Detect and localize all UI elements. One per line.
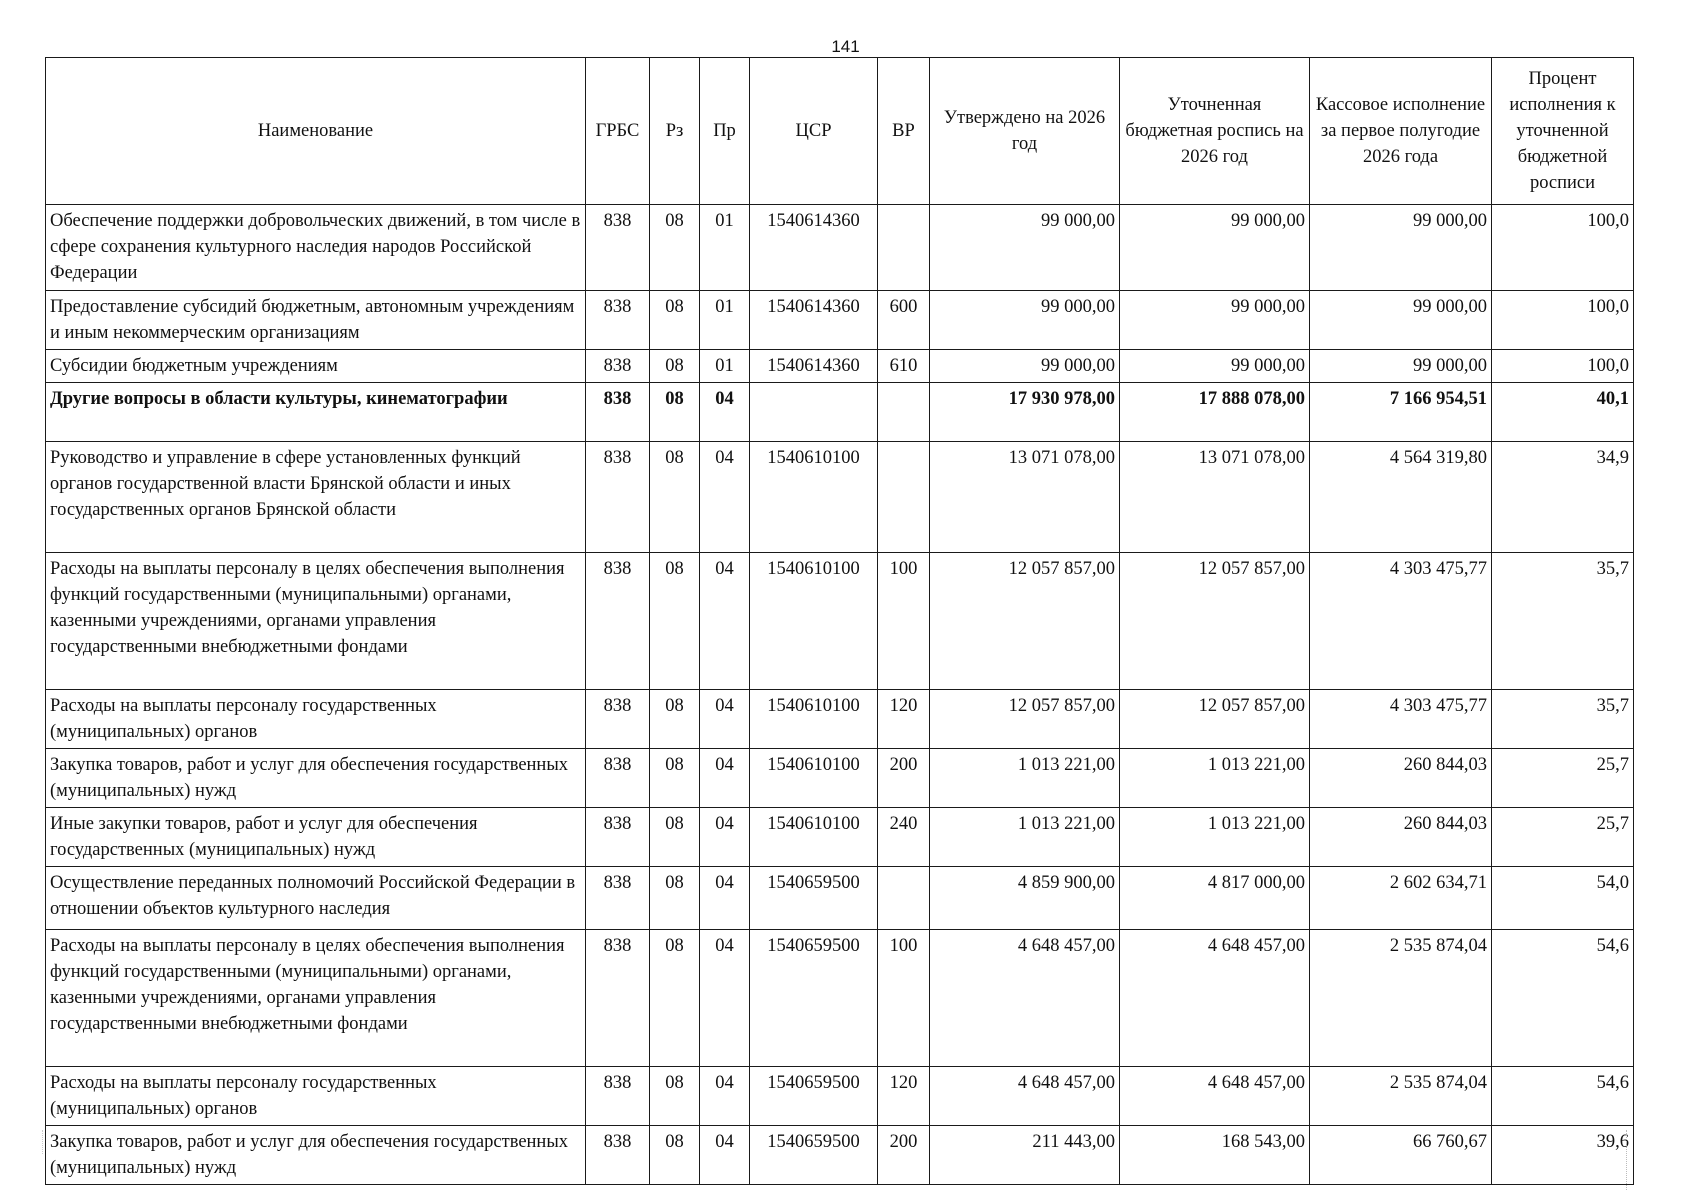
cell-grbs: 838 [586,808,650,867]
cell-percent: 35,7 [1492,553,1634,690]
cell-rz: 08 [650,867,700,930]
table-row [46,205,1634,291]
scan-speck [42,1130,45,1154]
cell-name: Закупка товаров, работ и услуг для обеспечения государственных (муниципальных) нужд [46,749,586,808]
cell-refined: 168 543,00 [1120,1126,1310,1185]
cell-approved: 99 000,00 [930,291,1120,350]
cell-csr: 1540659500 [750,1126,878,1185]
cell-refined: 99 000,00 [1120,350,1310,383]
cell-vr [878,205,930,291]
cell-pr: 04 [700,1126,750,1185]
cell-percent: 34,9 [1492,442,1634,553]
cell-percent: 25,7 [1492,749,1634,808]
cell-grbs: 838 [586,291,650,350]
cell-name: Закупка товаров, работ и услуг для обеспечения государственных (муниципальных) нужд [46,1126,586,1185]
cell-cash: 4 564 319,80 [1310,442,1492,553]
cell-vr: 100 [878,553,930,690]
cell-pr: 04 [700,442,750,553]
cell-approved: 99 000,00 [930,205,1120,291]
cell-percent: 54,6 [1492,930,1634,1067]
cell-pr: 04 [700,749,750,808]
cell-cash: 260 844,03 [1310,808,1492,867]
header-name: Наименование [46,58,586,205]
cell-vr [878,867,930,930]
scan-speck [1626,1130,1631,1190]
cell-rz: 08 [650,690,700,749]
cell-percent: 54,6 [1492,1067,1634,1126]
cell-refined: 4 817 000,00 [1120,867,1310,930]
cell-percent: 39,6 [1492,1126,1634,1185]
cell-csr: 1540614360 [750,205,878,291]
cell-name: Руководство и управление в сфере установленных функций органов государственной власти Брянской области и иных государственных органов Брянской области [46,442,586,553]
cell-cash: 260 844,03 [1310,749,1492,808]
cell-vr: 200 [878,749,930,808]
header-rz: Рз [650,58,700,205]
table-row [46,553,1634,690]
cell-percent: 35,7 [1492,690,1634,749]
cell-refined: 12 057 857,00 [1120,690,1310,749]
cell-csr: 1540610100 [750,808,878,867]
cell-cash: 4 303 475,77 [1310,690,1492,749]
cell-pr: 04 [700,690,750,749]
cell-approved: 13 071 078,00 [930,442,1120,553]
cell-grbs: 838 [586,749,650,808]
cell-vr: 600 [878,291,930,350]
cell-refined: 13 071 078,00 [1120,442,1310,553]
cell-vr [878,442,930,553]
cell-grbs: 838 [586,690,650,749]
cell-pr: 04 [700,930,750,1067]
cell-approved: 4 648 457,00 [930,1067,1120,1126]
cell-name: Расходы на выплаты персоналу в целях обеспечения выполнения функций государственными (муниципальными) органами, казенными учреждениями, органами управления государственными внебюджетными фондами [46,553,586,690]
page-number: 141 [831,37,860,56]
cell-rz: 08 [650,1067,700,1126]
cell-approved: 1 013 221,00 [930,808,1120,867]
cell-approved: 4 859 900,00 [930,867,1120,930]
cell-csr: 1540614360 [750,291,878,350]
cell-cash: 7 166 954,51 [1310,383,1492,442]
cell-rz: 08 [650,808,700,867]
cell-name: Расходы на выплаты персоналу государственных (муниципальных) органов [46,1067,586,1126]
cell-name: Расходы на выплаты персоналу государственных (муниципальных) органов [46,690,586,749]
cell-rz: 08 [650,291,700,350]
cell-csr: 1540659500 [750,867,878,930]
cell-name: Субсидии бюджетным учреждениям [46,350,586,383]
cell-vr: 240 [878,808,930,867]
cell-grbs: 838 [586,930,650,1067]
header-refined: Уточненная бюджетная роспись на 2026 год [1120,58,1310,205]
cell-csr: 1540610100 [750,553,878,690]
cell-rz: 08 [650,1126,700,1185]
cell-pr: 01 [700,291,750,350]
table-row [46,350,1634,383]
cell-csr: 1540610100 [750,442,878,553]
cell-cash: 2 602 634,71 [1310,867,1492,930]
cell-rz: 08 [650,749,700,808]
cell-rz: 08 [650,553,700,690]
cell-csr: 1540614360 [750,350,878,383]
cell-cash: 66 760,67 [1310,1126,1492,1185]
table-row [46,690,1634,749]
cell-rz: 08 [650,350,700,383]
cell-approved: 17 930 978,00 [930,383,1120,442]
cell-vr: 120 [878,690,930,749]
table-row [46,808,1634,867]
cell-refined: 99 000,00 [1120,205,1310,291]
cell-name: Обеспечение поддержки добровольческих движений, в том числе в сфере сохранения культурного наследия народов Российской Федерации [46,205,586,291]
cell-cash: 99 000,00 [1310,350,1492,383]
cell-name: Предоставление субсидий бюджетным, автономным учреждениям и иным некоммерческим организациям [46,291,586,350]
cell-refined: 17 888 078,00 [1120,383,1310,442]
cell-vr [878,383,930,442]
cell-cash: 2 535 874,04 [1310,930,1492,1067]
cell-rz: 08 [650,930,700,1067]
cell-pr: 01 [700,350,750,383]
cell-rz: 08 [650,442,700,553]
cell-name: Другие вопросы в области культуры, кинематографии [46,383,586,442]
cell-grbs: 838 [586,867,650,930]
cell-percent: 25,7 [1492,808,1634,867]
cell-csr: 1540659500 [750,930,878,1067]
cell-grbs: 838 [586,442,650,553]
cell-csr: 1540610100 [750,690,878,749]
table-row [46,442,1634,553]
cell-grbs: 838 [586,205,650,291]
header-csr: ЦСР [750,58,878,205]
table-row [46,1067,1634,1126]
cell-grbs: 838 [586,553,650,690]
cell-pr: 04 [700,383,750,442]
cell-vr: 200 [878,1126,930,1185]
cell-approved: 12 057 857,00 [930,553,1120,690]
cell-pr: 04 [700,1067,750,1126]
cell-pr: 04 [700,553,750,690]
cell-vr: 120 [878,1067,930,1126]
table-row [46,867,1634,930]
cell-cash: 2 535 874,04 [1310,1067,1492,1126]
cell-refined: 99 000,00 [1120,291,1310,350]
cell-cash: 99 000,00 [1310,291,1492,350]
table-row [46,291,1634,350]
cell-refined: 12 057 857,00 [1120,553,1310,690]
header-percent: Процент исполнения к уточненной бюджетной росписи [1492,58,1634,205]
cell-vr: 100 [878,930,930,1067]
cell-cash: 4 303 475,77 [1310,553,1492,690]
cell-csr: 1540610100 [750,749,878,808]
cell-name: Расходы на выплаты персоналу в целях обеспечения выполнения функций государственными (муниципальными) органами, казенными учреждениями, органами управления государственными внебюджетными фондами [46,930,586,1067]
header-grbs: ГРБС [586,58,650,205]
cell-percent: 100,0 [1492,291,1634,350]
table-row [46,1126,1634,1185]
cell-percent: 40,1 [1492,383,1634,442]
cell-grbs: 838 [586,1126,650,1185]
cell-grbs: 838 [586,1067,650,1126]
cell-grbs: 838 [586,350,650,383]
cell-pr: 04 [700,808,750,867]
cell-csr: 1540659500 [750,1067,878,1126]
cell-refined: 1 013 221,00 [1120,808,1310,867]
cell-name: Иные закупки товаров, работ и услуг для обеспечения государственных (муниципальных) нужд [46,808,586,867]
header-vr: ВР [878,58,930,205]
cell-approved: 1 013 221,00 [930,749,1120,808]
header-pr: Пр [700,58,750,205]
cell-approved: 211 443,00 [930,1126,1120,1185]
cell-rz: 08 [650,383,700,442]
cell-approved: 4 648 457,00 [930,930,1120,1067]
budget-table [45,57,1634,1185]
cell-refined: 4 648 457,00 [1120,930,1310,1067]
cell-percent: 54,0 [1492,867,1634,930]
cell-pr: 04 [700,867,750,930]
table-row-section-total [46,383,1634,442]
header-cash: Кассовое исполнение за первое полугодие 2026 года [1310,58,1492,205]
cell-percent: 100,0 [1492,205,1634,291]
cell-rz: 08 [650,205,700,291]
cell-percent: 100,0 [1492,350,1634,383]
header-approved: Утверждено на 2026 год [930,58,1120,205]
cell-approved: 12 057 857,00 [930,690,1120,749]
header-row [46,58,1634,205]
cell-name: Осуществление переданных полномочий Российской Федерации в отношении объектов культурного наследия [46,867,586,930]
cell-approved: 99 000,00 [930,350,1120,383]
cell-vr: 610 [878,350,930,383]
cell-refined: 1 013 221,00 [1120,749,1310,808]
cell-csr [750,383,878,442]
cell-grbs: 838 [586,383,650,442]
table-row [46,749,1634,808]
cell-refined: 4 648 457,00 [1120,1067,1310,1126]
cell-pr: 01 [700,205,750,291]
table-row [46,930,1634,1067]
cell-cash: 99 000,00 [1310,205,1492,291]
